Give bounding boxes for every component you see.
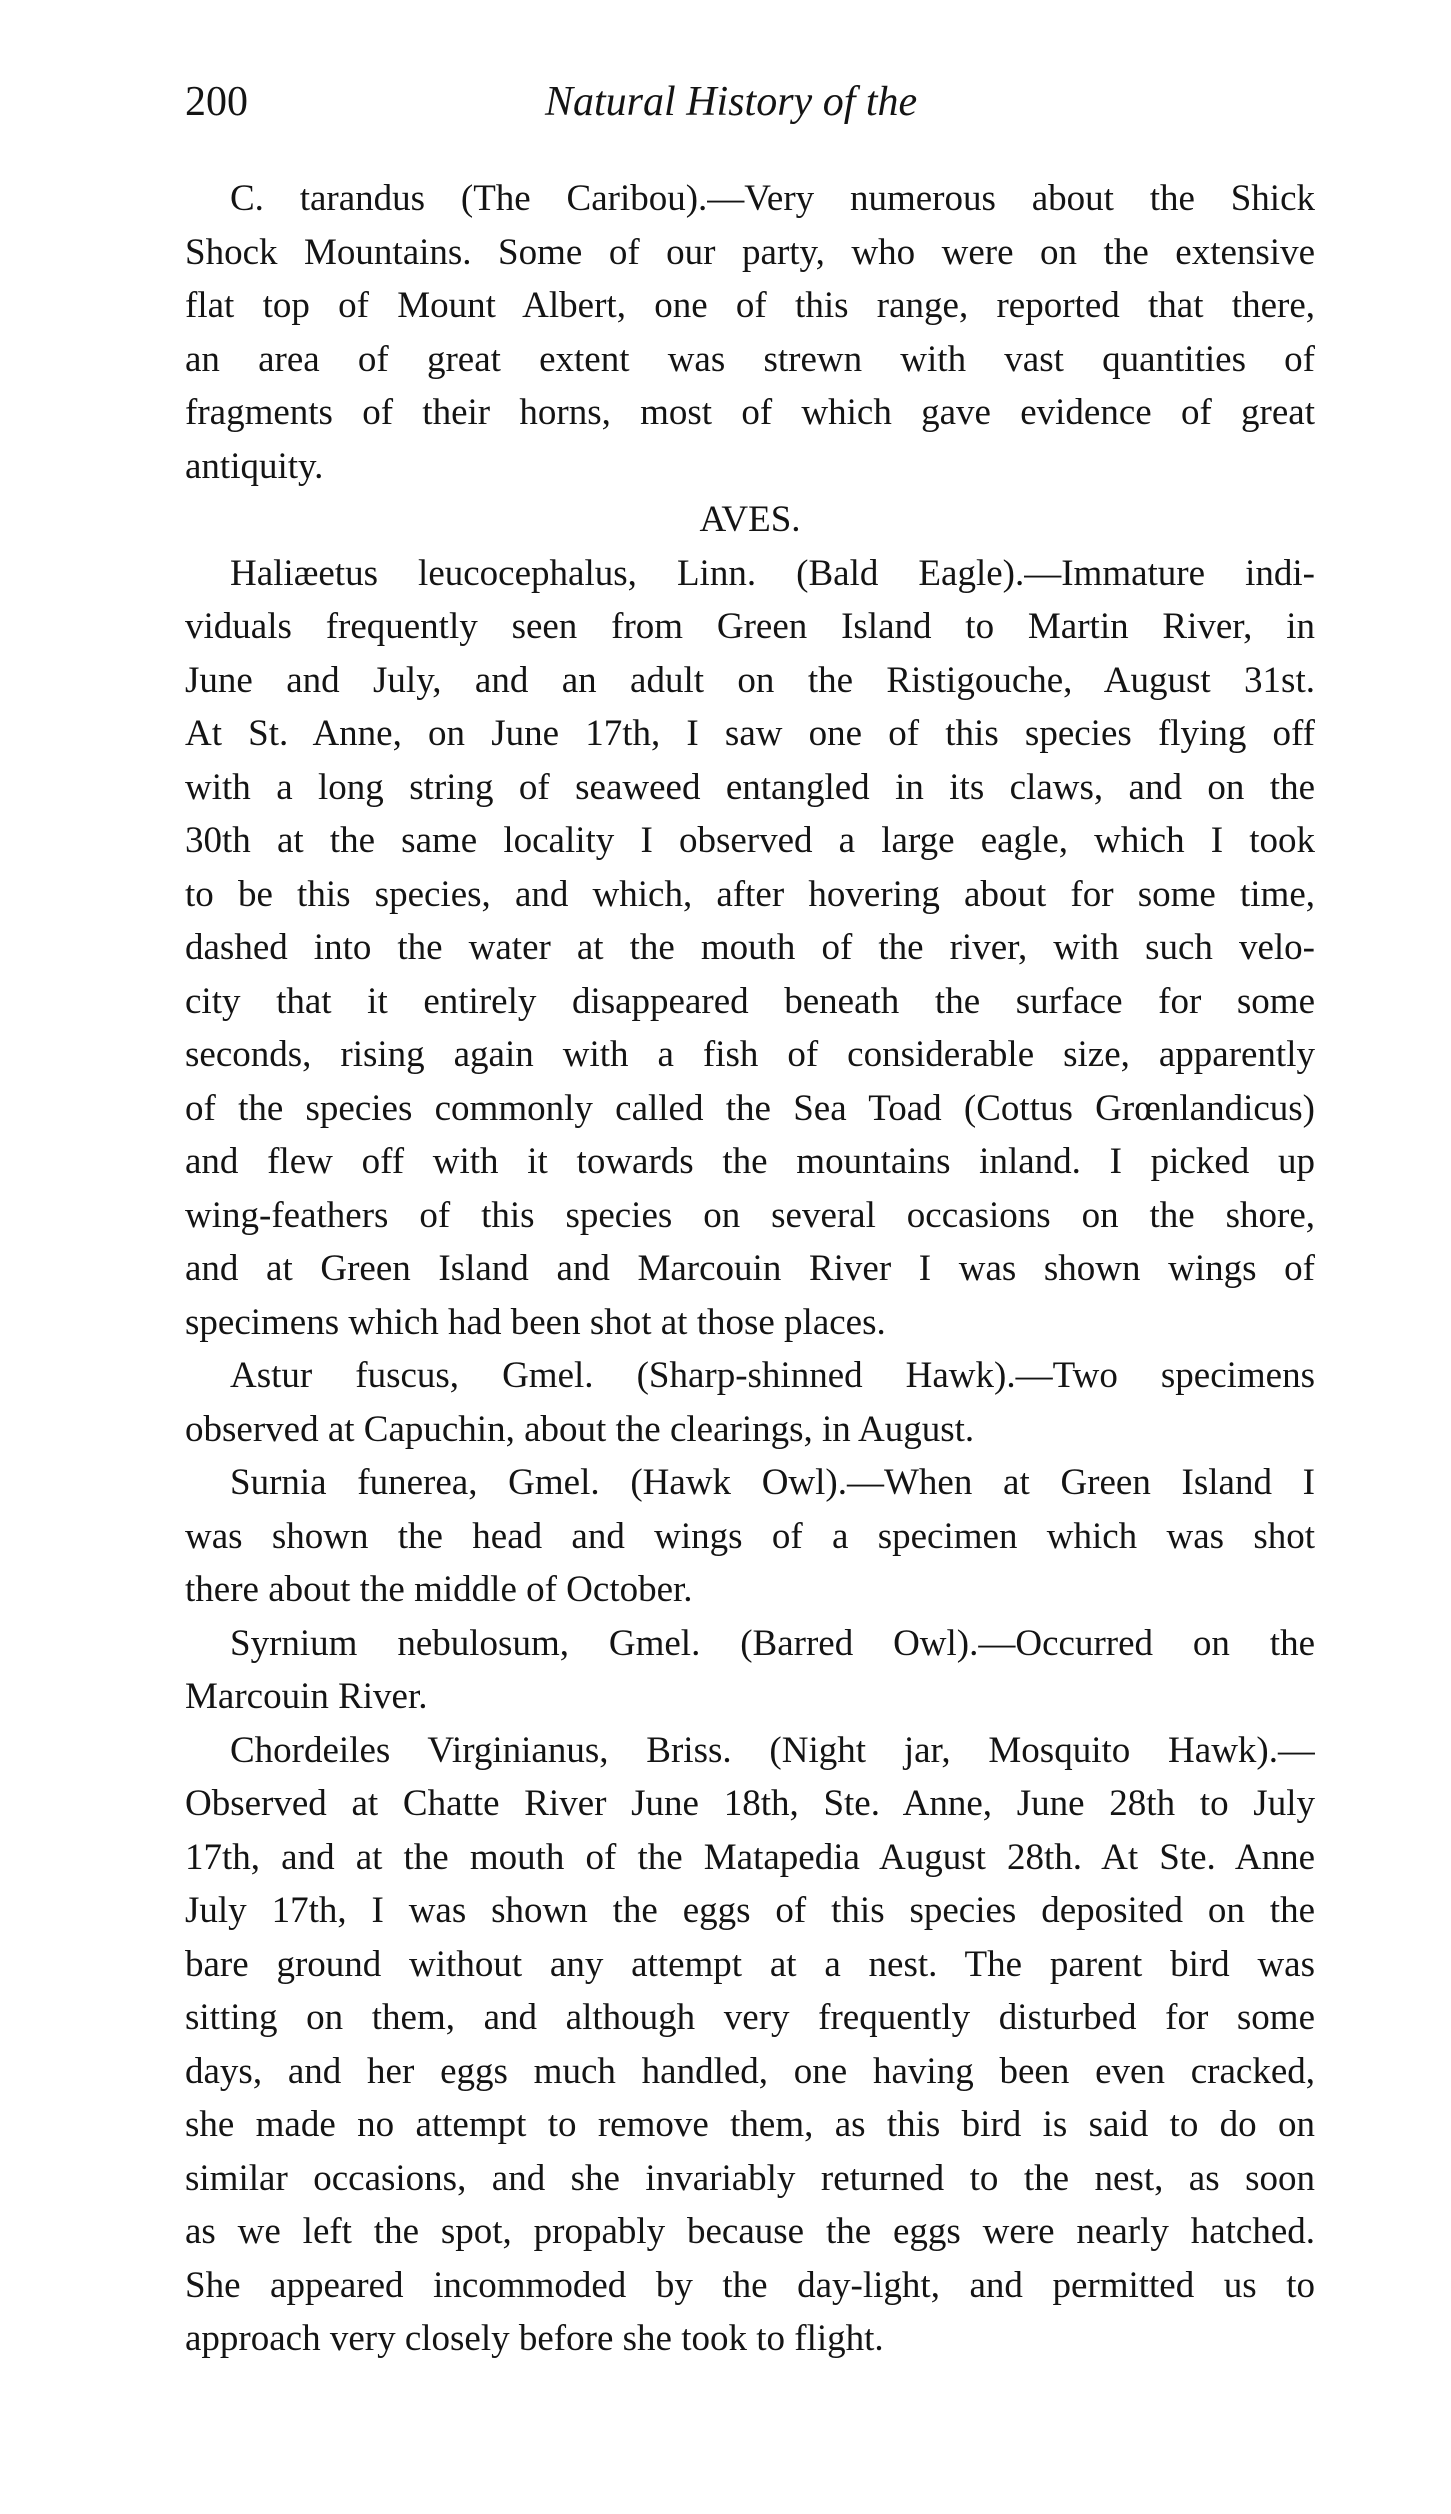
text-line: antiquity. xyxy=(185,445,324,487)
text-line: Chordeiles Virginianus, Briss. (Night jar, Mosquito Hawk).— xyxy=(230,1729,1315,1771)
text-line: Haliæetus leucocephalus, Linn. (Bald Eagle).—Immature indi- xyxy=(230,552,1315,594)
text-line: and at Green Island and Marcouin River I was shown wings of xyxy=(185,1248,1315,1289)
section-heading: AVES. xyxy=(699,499,801,540)
text-line: was shown the head and wings of a specimen which was shot xyxy=(185,1515,1315,1557)
text-line: to be this species, and which, after hovering about for some time, xyxy=(185,873,1315,915)
text-line: flat top of Mount Albert, one of this range, reported that there, xyxy=(185,285,1315,326)
text-line: June and July, and an adult on the Ristigouche, August 31st. xyxy=(185,659,1315,701)
text-line: as we left the spot, propably because the eggs were nearly hatched. xyxy=(185,2211,1315,2252)
text-line: seconds, rising again with a fish of considerable size, apparently xyxy=(185,1034,1315,1075)
text-line: 17th, and at the mouth of the Matapedia August 28th. At Ste. Anne xyxy=(185,1836,1315,1878)
text-line: sitting on them, and although very frequently disturbed for some xyxy=(185,1997,1315,2038)
text-line: she made no attempt to remove them, as this bird is said to do on xyxy=(185,2104,1315,2145)
body-text xyxy=(185,172,1315,2366)
text-line: Observed at Chatte River June 18th, Ste. Anne, June 28th to July xyxy=(185,1783,1315,1824)
text-line: and flew off with it towards the mountains inland. I picked up xyxy=(185,1141,1315,1182)
text-line: observed at Capuchin, about the clearings, in August. xyxy=(185,1408,975,1450)
text-line: Marcouin River. xyxy=(185,1676,428,1717)
text-line: similar occasions, and she invariably returned to the nest, as soon xyxy=(185,2157,1315,2199)
text-line: specimens which had been shot at those places. xyxy=(185,1301,886,1343)
text-line: Shock Mountains. Some of our party, who were on the extensive xyxy=(185,231,1315,273)
text-line: there about the middle of October. xyxy=(185,1569,693,1610)
text-line: C. tarandus (The Caribou).—Very numerous about the Shick xyxy=(230,178,1315,219)
text-line: with a long string of seaweed entangled in its claws, and on the xyxy=(185,766,1315,808)
text-line: viduals frequently seen from Green Island to Martin River, in xyxy=(185,606,1315,647)
text-line: fragments of their horns, most of which gave evidence of great xyxy=(185,392,1315,433)
text-line: She appeared incommoded by the day-light, and permitted us to xyxy=(185,2264,1315,2306)
text-line: July 17th, I was shown the eggs of this species deposited on the xyxy=(185,1890,1315,1931)
page-number: 200 xyxy=(185,79,248,125)
text-line: At St. Anne, on June 17th, I saw one of this species flying off xyxy=(185,713,1315,754)
text-line: Astur fuscus, Gmel. (Sharp-shinned Hawk).—Two specimens xyxy=(230,1355,1315,1396)
text-line: an area of great extent was strewn with vast quantities of xyxy=(185,338,1315,380)
text-line: wing-feathers of this species on several occasions on the shore, xyxy=(185,1194,1315,1236)
running-title: Natural History of the xyxy=(545,79,918,125)
text-line: Surnia funerea, Gmel. (Hawk Owl).—When at Green Island I xyxy=(230,1462,1315,1503)
text-line: approach very closely before she took to flight. xyxy=(185,2318,884,2359)
text-line: city that it entirely disappeared beneath the surface for some xyxy=(185,980,1315,1022)
text-line: dashed into the water at the mouth of the river, with such velo- xyxy=(185,927,1315,968)
running-head xyxy=(185,78,1315,142)
text-line: days, and her eggs much handled, one having been even cracked, xyxy=(185,2050,1315,2092)
text-line: 30th at the same locality I observed a large eagle, which I took xyxy=(185,820,1315,861)
text-line: Syrnium nebulosum, Gmel. (Barred Owl).—Occurred on the xyxy=(230,1622,1315,1664)
text-line: of the species commonly called the Sea Toad (Cottus Grœnlandicus) xyxy=(185,1087,1315,1129)
text-line: bare ground without any attempt at a nest. The parent bird was xyxy=(185,1943,1315,1985)
